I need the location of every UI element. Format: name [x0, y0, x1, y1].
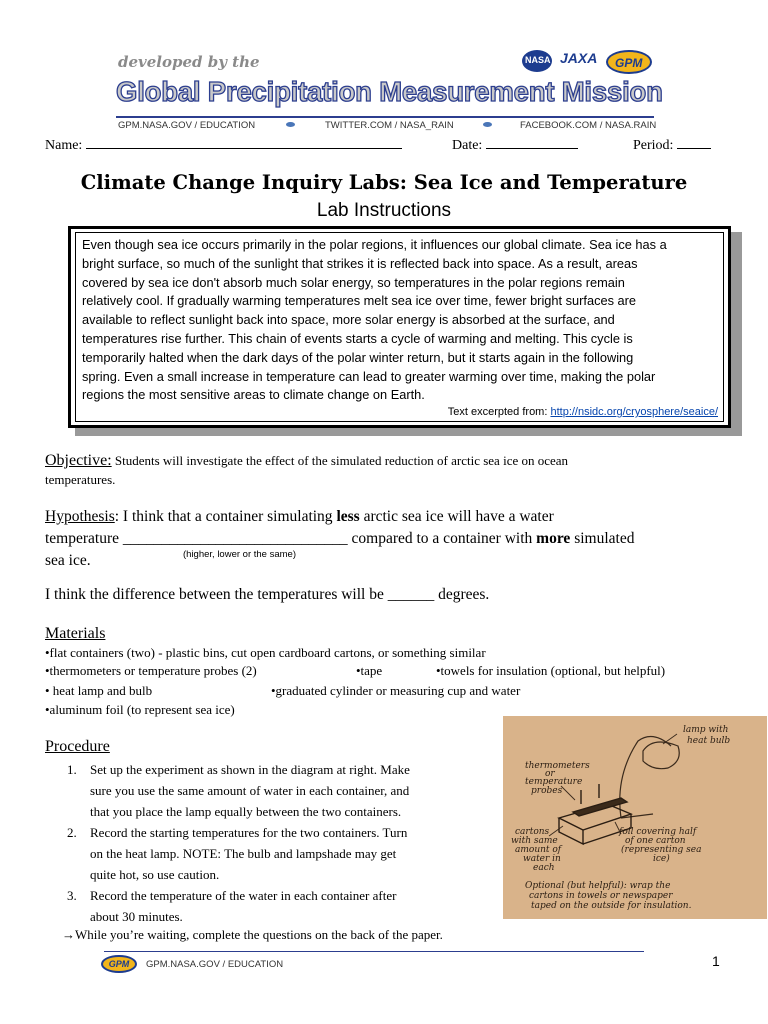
objective-section [45, 452, 745, 489]
step-number: 2. [67, 825, 77, 840]
procedure-step [67, 822, 507, 885]
diagram-label: each [533, 863, 555, 873]
intro-line: temperatures rise further. This chain of events starts a cycle of warming and melting. This cycle is [82, 330, 633, 346]
hypothesis-text: simulated [570, 530, 635, 547]
materials-item: •tape [356, 663, 383, 678]
hypothesis-text: compared to a container with [347, 530, 537, 547]
intro-line: spring. Even a small increase in temperature can lead to greater warming over time, making the polar [82, 368, 656, 384]
footer-url[interactable]: GPM.NASA.GOV / EDUCATION [146, 959, 284, 970]
intro-line: relatively cool. If gradually warming temperatures melt sea ice over time, fewer bright surfaces are [82, 293, 637, 309]
diagram-label: (representing sea [621, 845, 702, 855]
objective-label: Objective: [45, 452, 112, 469]
facebook-link[interactable]: FACEBOOK.COM / NASA.RAIN [520, 120, 657, 131]
date-label: Date: [452, 138, 483, 153]
name-blank[interactable] [86, 137, 402, 149]
materials-item: • heat lamp and bulb [45, 683, 153, 698]
hypothesis-text: temperature [45, 530, 123, 547]
diagram-label: with same [511, 836, 558, 846]
name-field[interactable] [45, 137, 402, 154]
diagram-label: temperature [525, 777, 583, 787]
diagram-label: or [545, 769, 555, 779]
page-number: 1 [712, 953, 720, 969]
materials-item: •towels for insulation (optional, but helpful) [436, 663, 666, 678]
step-line: about 30 minutes. [90, 909, 183, 924]
period-blank[interactable] [677, 137, 711, 149]
diagram-label: thermometers [525, 761, 590, 771]
citation [448, 406, 718, 418]
diagram-label: heat bulb [687, 736, 731, 746]
experiment-diagram [503, 716, 767, 919]
materials-item: •flat containers (two) - plastic bins, cut open cardboard cartons, or something similar [45, 645, 486, 660]
hypothesis-hint: (higher, lower or the same) [183, 549, 296, 560]
step-line: sure you use the same amount of water in each container, and [90, 783, 410, 798]
gpm-logo: GPM [606, 50, 652, 74]
intro-line: covered by sea ice don't absorb much solar energy, so temperatures in the polar regions remain [82, 274, 625, 290]
procedure-step [67, 759, 507, 822]
intro-line: available to reflect sunlight back into space, more solar energy is absorbed at the surface, and [82, 312, 615, 328]
procedure-steps [67, 759, 507, 927]
hypothesis-section [45, 506, 745, 572]
intro-line: bright surface, so much of the sunlight that strikes it is reflected back into space. As a result, areas [82, 255, 638, 271]
period-field[interactable] [633, 137, 711, 154]
raindrop-icon [286, 122, 295, 127]
header-rule [116, 116, 654, 118]
diagram-label: of one carton [625, 836, 686, 846]
difference-prompt: I think the difference between the temperatures will be ______ degrees. [45, 586, 490, 603]
diagram-label: foil covering half [619, 827, 697, 837]
step-line: Set up the experiment as shown in the diagram at right. Make [90, 762, 410, 777]
procedure-note: →While you’re waiting, complete the questions on the back of the paper. [62, 927, 443, 942]
hypothesis-label: Hypothesis [45, 508, 115, 525]
page-title: Climate Change Inquiry Labs: Sea Ice and Temperature [80, 171, 688, 194]
gpm-footer-logo: GPM [101, 955, 137, 973]
date-field[interactable] [452, 137, 578, 154]
twitter-link[interactable]: TWITTER.COM / NASA_RAIN [325, 120, 454, 131]
citation-link[interactable]: http://nsidc.org/cryosphere/seaice/ [550, 406, 718, 418]
objective-text-2: temperatures. [45, 472, 116, 487]
materials-heading: Materials [45, 625, 106, 642]
developed-by-text: developed by the [118, 53, 260, 71]
step-line: that you place the lamp equally between the two containers. [90, 804, 402, 819]
materials-item: •aluminum foil (to represent sea ice) [45, 702, 235, 717]
hypothesis-text: sea ice. [45, 552, 91, 569]
date-blank[interactable] [486, 137, 578, 149]
procedure-heading: Procedure [45, 738, 110, 755]
citation-prefix: Text excerpted from: [447, 406, 551, 418]
diagram-label: Optional (but helpful): wrap the [525, 881, 671, 891]
diagram-label: cartons [515, 827, 550, 837]
diagram-label: cartons in towels or newspaper [529, 891, 673, 901]
procedure-step [67, 885, 507, 927]
step-line: quite hot, so use caution. [90, 867, 220, 882]
materials-section [45, 625, 765, 719]
intro-line: Even though sea ice occurs primarily in the polar regions, it influences our global climate. Sea ice has a [82, 237, 667, 252]
intro-line: temporarily halted when the dark days of the polar winter return, but it starts again in the following [82, 349, 634, 365]
period-label: Period: [633, 138, 674, 153]
step-number: 3. [67, 888, 77, 903]
diagram-label: lamp with [683, 725, 729, 735]
step-line: on the heat lamp. NOTE: The bulb and lampshade may get [90, 846, 397, 861]
hypothesis-text: : I think that a container simulating [114, 508, 337, 525]
hypothesis-text: arctic sea ice will have a water [359, 508, 554, 525]
materials-item: •thermometers or temperature probes (2) [45, 663, 257, 678]
objective-text: Students will investigate the effect of the simulated reduction of arctic sea ice on ocean [111, 453, 569, 468]
hypothesis-bold-more: more [536, 530, 571, 547]
page-subtitle: Lab Instructions [316, 200, 452, 221]
nasa-logo: NASA [522, 50, 552, 72]
diagram-label: amount of [515, 845, 562, 855]
raindrop-icon [483, 122, 492, 127]
intro-line: regions the most sensitive areas to climate change on Earth. [82, 387, 425, 403]
step-line: Record the temperature of the water in each container after [90, 888, 397, 903]
diagram-label: ice) [653, 854, 670, 864]
jaxa-logo: JAXA [560, 50, 598, 66]
hypothesis-bold-less: less [336, 508, 360, 525]
step-number: 1. [67, 762, 77, 777]
name-label: Name: [45, 138, 83, 153]
diagram-label: probes [531, 786, 563, 796]
footer-rule [104, 951, 644, 952]
diagram-label: taped on the outside for insulation. [531, 901, 692, 911]
step-line: Record the starting temperatures for the two containers. Turn [90, 825, 408, 840]
hypothesis-blank[interactable]: _____________________________ [122, 530, 348, 547]
intro-text [82, 236, 722, 405]
diagram-label: water in [523, 854, 561, 864]
procedure-section [45, 738, 495, 756]
education-link[interactable]: GPM.NASA.GOV / EDUCATION [118, 120, 256, 131]
mission-banner: Global Precipitation Measurement Mission [116, 76, 663, 107]
materials-item: •graduated cylinder or measuring cup and water [271, 683, 521, 698]
